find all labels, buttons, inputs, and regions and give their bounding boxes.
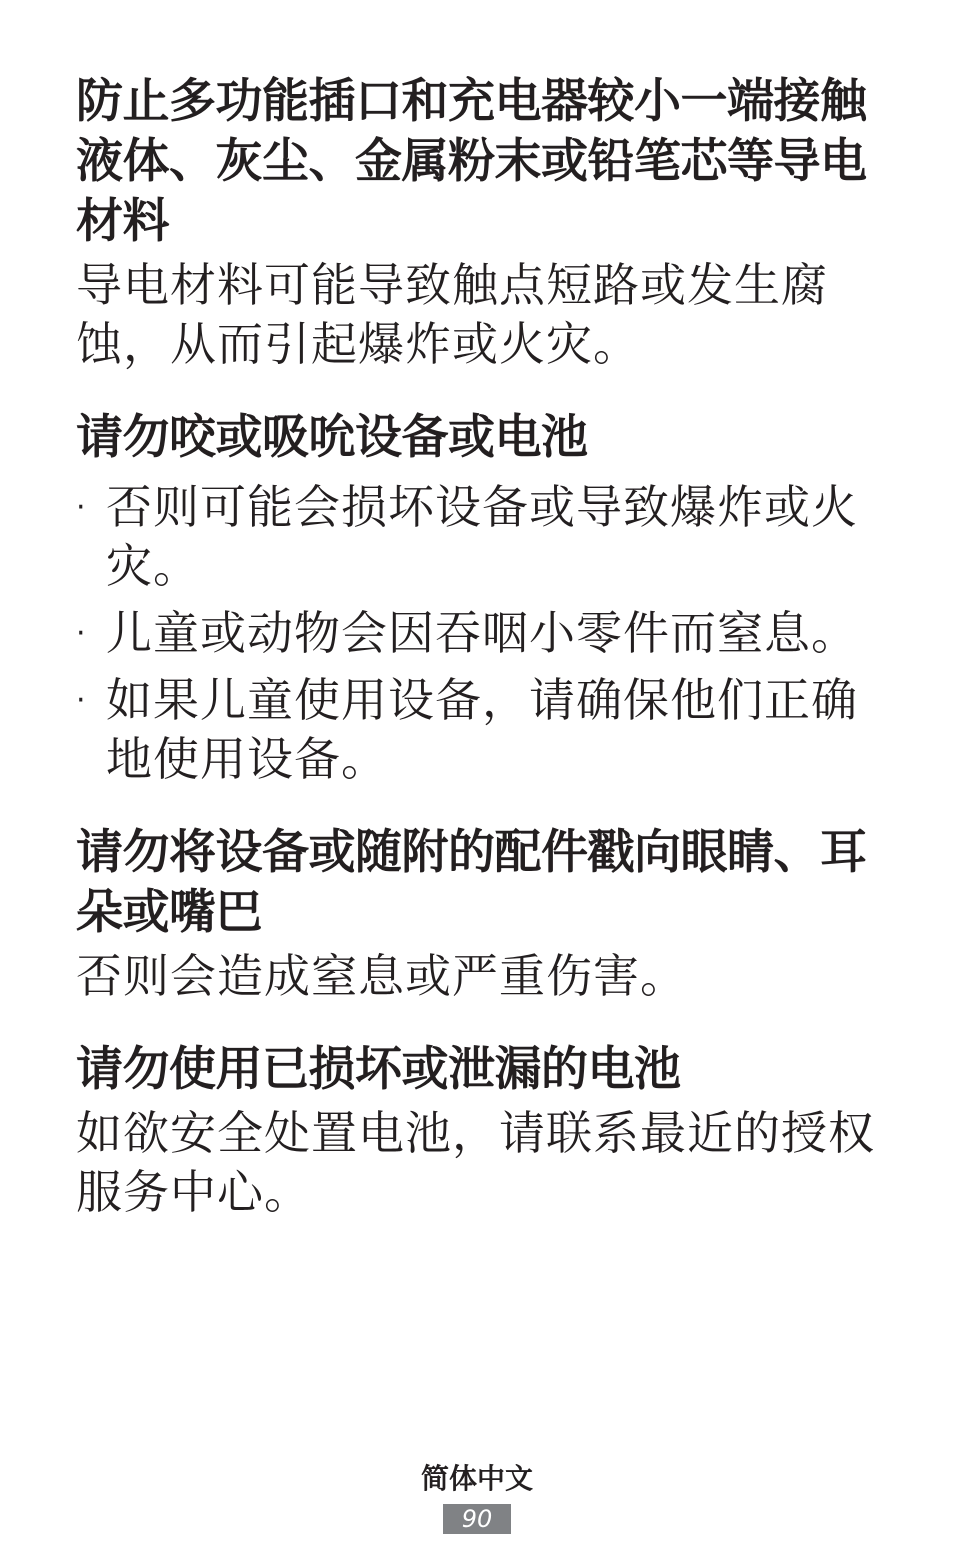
section-do-not-bite (76, 408, 876, 789)
page-footer (0, 1460, 954, 1534)
section-body: 否则会造成窒息或严重伤害。 (76, 949, 687, 1003)
bullet-text: 如果儿童使用设备，请确保他们正确地使用设备。 (106, 673, 858, 786)
section-conductive-materials (76, 72, 876, 374)
page-number-badge: 90 (443, 1504, 511, 1534)
bullet-list (76, 478, 876, 789)
bullet-icon: · (76, 616, 87, 651)
list-item (76, 671, 876, 789)
section-body: 导电材料可能导致触点短路或发生腐蚀，从而引起爆炸或火灾。 (76, 258, 828, 371)
list-item (76, 604, 876, 663)
bullet-icon: · (76, 490, 87, 525)
section-heading: 请勿咬或吸吮设备或电池 (76, 410, 588, 465)
footer-language-label: 简体中文 (420, 1462, 533, 1495)
bullet-text: 儿童或动物会因吞咽小零件而窒息。 (106, 606, 858, 660)
manual-content (76, 72, 876, 1222)
section-heading: 请勿将设备或随附的配件戳向眼睛、耳朵或嘴巴 (76, 825, 867, 940)
list-item (76, 478, 876, 596)
bullet-icon: · (76, 683, 87, 718)
section-damaged-battery (76, 1040, 876, 1222)
bullet-text: 否则可能会损坏设备或导致爆炸或火灾。 (106, 480, 858, 593)
section-heading: 请勿使用已损坏或泄漏的电池 (76, 1042, 681, 1097)
section-body: 如欲安全处置电池，请联系最近的授权服务中心。 (76, 1106, 875, 1219)
section-heading: 防止多功能插口和充电器较小一端接触液体、灰尘、金属粉末或铅笔芯等导电材料 (76, 74, 867, 249)
section-do-not-poke (76, 823, 876, 1006)
